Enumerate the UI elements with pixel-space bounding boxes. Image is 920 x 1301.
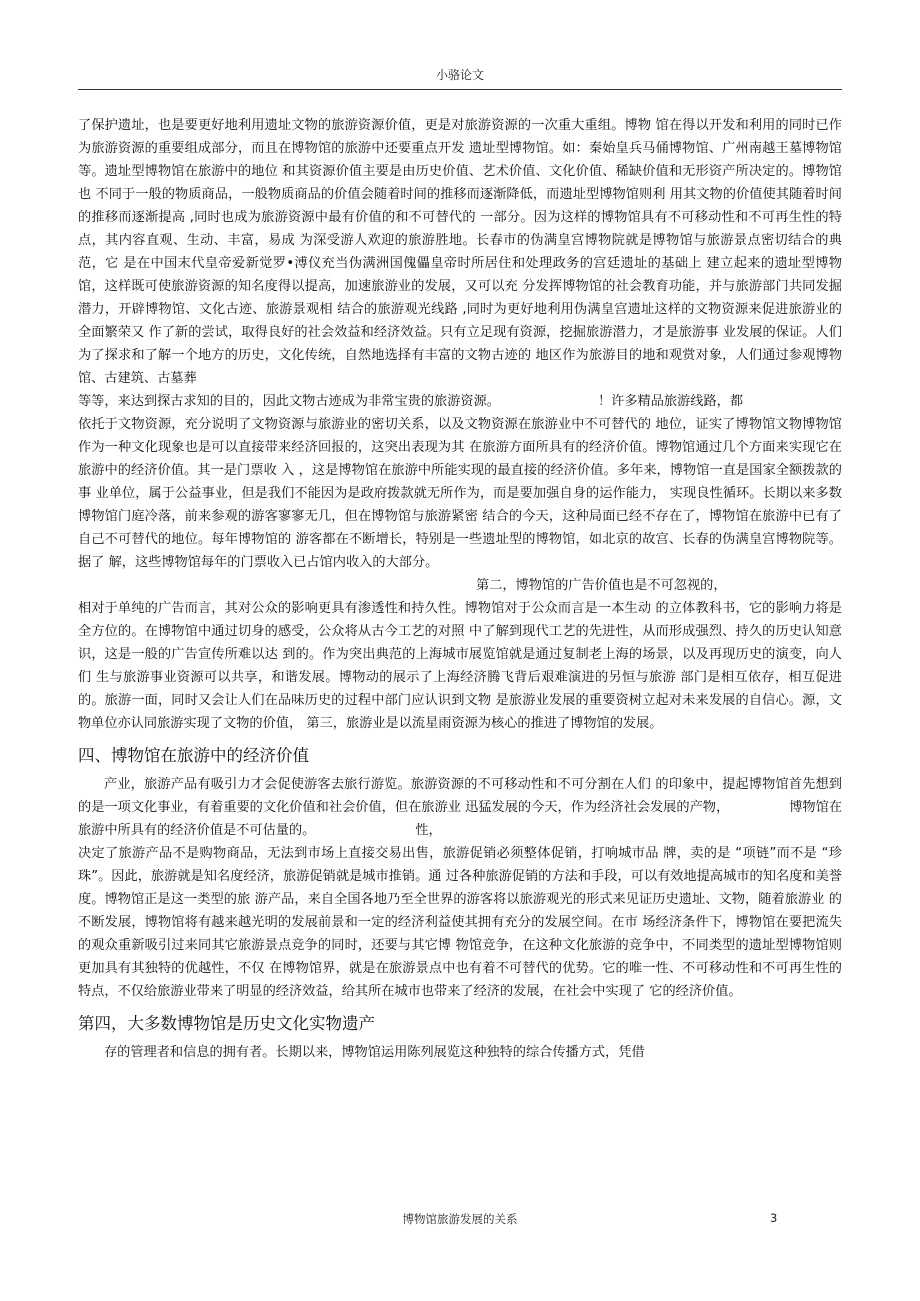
header-divider (78, 89, 842, 90)
page-footer: 博物馆旅游发展的关系 (402, 1212, 518, 1226)
paragraph: 决定了旅游产品不是购物商品，无法到市场上直接交易出售，旅游促销必须整体促销，打响城市品 牌，卖的是 “项链”而不是 “珍珠”。因此，旅游就是知名度经济，旅游促销就是城市推销。通 过各种旅游促销的方法和手段，可以有效地提高城市的知名度和美誉度。博物馆正是这一类型的旅 游产品，来自全国各地乃至全世界的游客将以旅游观光的形式来见证历史遗址、文物，随着旅游业 的不断发展，博物馆将有越来越光明的发展前景和一定的经济利益使其拥有充分的发展空间。在市 场经济条件下，博物馆在要把流失的观众重新吸引过来同其它旅游景点竞争的同时，还要与其它博 物馆竞争，在这种文化旅游的竞争中，不同类型的遗址型博物馆则更加具有其独特的优越性，不仅 在博物馆界，就是在旅游景点中也有着不可替代的优势。它的唯一性、不可移动性和不可再生性的 特点，不仅给旅游业带来了明显的经济效益，给其所在城市也带来了经济的发展，在社会中实现了 它的经济价值。 (78, 846, 842, 999)
paragraph-segment: 第二，博物馆的广告价值也是不可忽视的， (476, 578, 727, 593)
paragraph-segment: ！许多精品旅游线路，都 (598, 394, 744, 409)
page-header: 小骆论文 (435, 68, 484, 82)
page-number: 3 (770, 1211, 778, 1225)
section-heading: 四、博物馆在旅游中的经济价值 (78, 746, 309, 765)
paragraph-segment: 等等，来达到探古求知的目的，因此文物古迹成为非常宝贵的旅游资源。 (78, 394, 500, 409)
paragraph (78, 773, 842, 842)
document-body (78, 114, 842, 1064)
section-heading: 第四，大多数博物馆是历史文化实物遗产 (78, 1014, 375, 1033)
paragraph: 存的管理者和信息的拥有者。长期以来，博物馆运用陈列展览这种独特的综合传播方式，凭借 (104, 1045, 645, 1060)
paragraph (78, 574, 842, 597)
paragraph-segment: 产业，旅游产品有吸引力才会促使游客去旅行游览。旅游资源的不可移动性和不可分割在人们 的印象中，提起博物馆首先想到的是一项文化事业，有着重要的文化价值和社会价值，但在旅游业 迅猛发展的今天，作为经济社会发展的产物， (78, 777, 842, 815)
paragraph: 相对于单纯的广告而言，其对公众的影响更具有渗透性和持久性。博物馆对于公众而言是一本生动 的立体教科书，它的影响力将是全方位的。在博物馆中通过切身的感受，公众将从古今工艺的对照 中了解到现代工艺的先进性，从而形成强烈、持久的历史认知意识，这是一般的广告宣传所难以达 到的。作为突出典范的上海城市展览馆就是通过复制老上海的场景，以及再现历史的演变，向人们 生与旅游事业资源可以共享，和谐发展。博物动的展示了上海经济腾飞背后艰难演进的另恒与旅游 部门是相互依存，相互促进的。旅游一面，同时又会让人们在品味历史的过程中部门应认识到文物 是旅游业发展的重要资树立起对未来发展的自信心。源，文物单位亦认同旅游实现了文物的价值， 第三，旅游业是以流星雨资源为核心的推进了博物馆的发展。 (78, 601, 842, 731)
paragraph: 了保护遗址，也是要更好地利用遗址文物的旅游资源价值，更是对旅游资源的一次重大重组。博物 馆在得以开发和利用的同时已作为旅游资源的重要组成部分，而且在博物馆的旅游中还要重点开发 遗址型博物馆。如：秦始皇兵马俑博物馆、广州南越王墓博物馆等。遗址型博物馆在旅游中的地位 和其资源价值主要是由历史价值、艺术价值、文化价值、稀缺价值和无形资产所决定的。博物馆也 不同于一般的物质商品，一般物质商品的价值会随着时间的推移而逐渐降低，而遗址型博物馆则利 用其文物的价值使其随着时间的推移而逐渐提高 ,同时也成为旅游资源中最有价值的和不可替代的 一部分。因为这样的博物馆具有不可移动性和不可再生性的特点，其内容直观、生动、丰富，易成 为深受游人欢迎的旅游胜地。长春市的伪满皇宫博物院就是博物馆与旅游景点密切结合的典范，它 是在中国末代皇帝爱新觉罗•溥仪充当伪满洲国傀儡皇帝时所居住和处理政务的宫廷遗址的基础上 建立起来的遗址型博物馆，这样既可使旅游资源的知名度得以提高，加速旅游业的发展，又可以充 分发挥博物馆的社会教育功能，并与旅游部门共同发掘潜力，开辟博物馆、文化古迹、旅游景观相 结合的旅游观光线路 ,同时为更好地利用伪满皇宫遗址这样的文物资源来促进旅游业的全面繁荣又 作了新的尝试，取得良好的社会效益和经济效益。只有立足现有资源，挖掘旅游潜力，才是旅游事 业发展的保证。人们为了探求和了解一个地方的历史，文化传统，自然地选择有丰富的文物古迹的 地区作为旅游目的地和观赏对象，人们通过参观博物馆、古建筑、古墓葬 (78, 118, 842, 386)
paragraph-segment: 性， (415, 823, 442, 838)
paragraph-segment: 博物馆在旅游中所具有的经济价值是不可估量的。 (78, 800, 843, 838)
paragraph (78, 390, 842, 413)
paragraph: 依托于文物资源，充分说明了文物资源与旅游业的密切关系，以及文物资源在旅游业中不可替代的 地位，证实了博物馆文物博物馆作为一种文化现象也是可以直接带来经济回报的，这突出表现为其 在旅游方面所具有的经济价值。博物馆通过几个方面来实现它在旅游中的经济价值。其一是门票收 入 ，这是博物馆在旅游中所能实现的最直接的经济价值。多年来，博物馆一直是国家全额拨款的事 业单位，属于公益事业，但是我们不能因为是政府拨款就无所作为，而是要加强自身的运作能力， 实现良性循环。长期以来多数博物馆门庭冷落，前来参观的游客寥寥无几，但在博物馆与旅游紧密 结合的今天，这种局面已经不存在了，博物馆在旅游中已有了自己不可替代的地位。每年博物馆的 游客都在不断增长，特别是一些遗址型的博物馆，如北京的故宫、长春的伪满皇宫博物院等。据了 解，这些博物馆每年的门票收入已占馆内收入的大部分。 (78, 417, 842, 570)
